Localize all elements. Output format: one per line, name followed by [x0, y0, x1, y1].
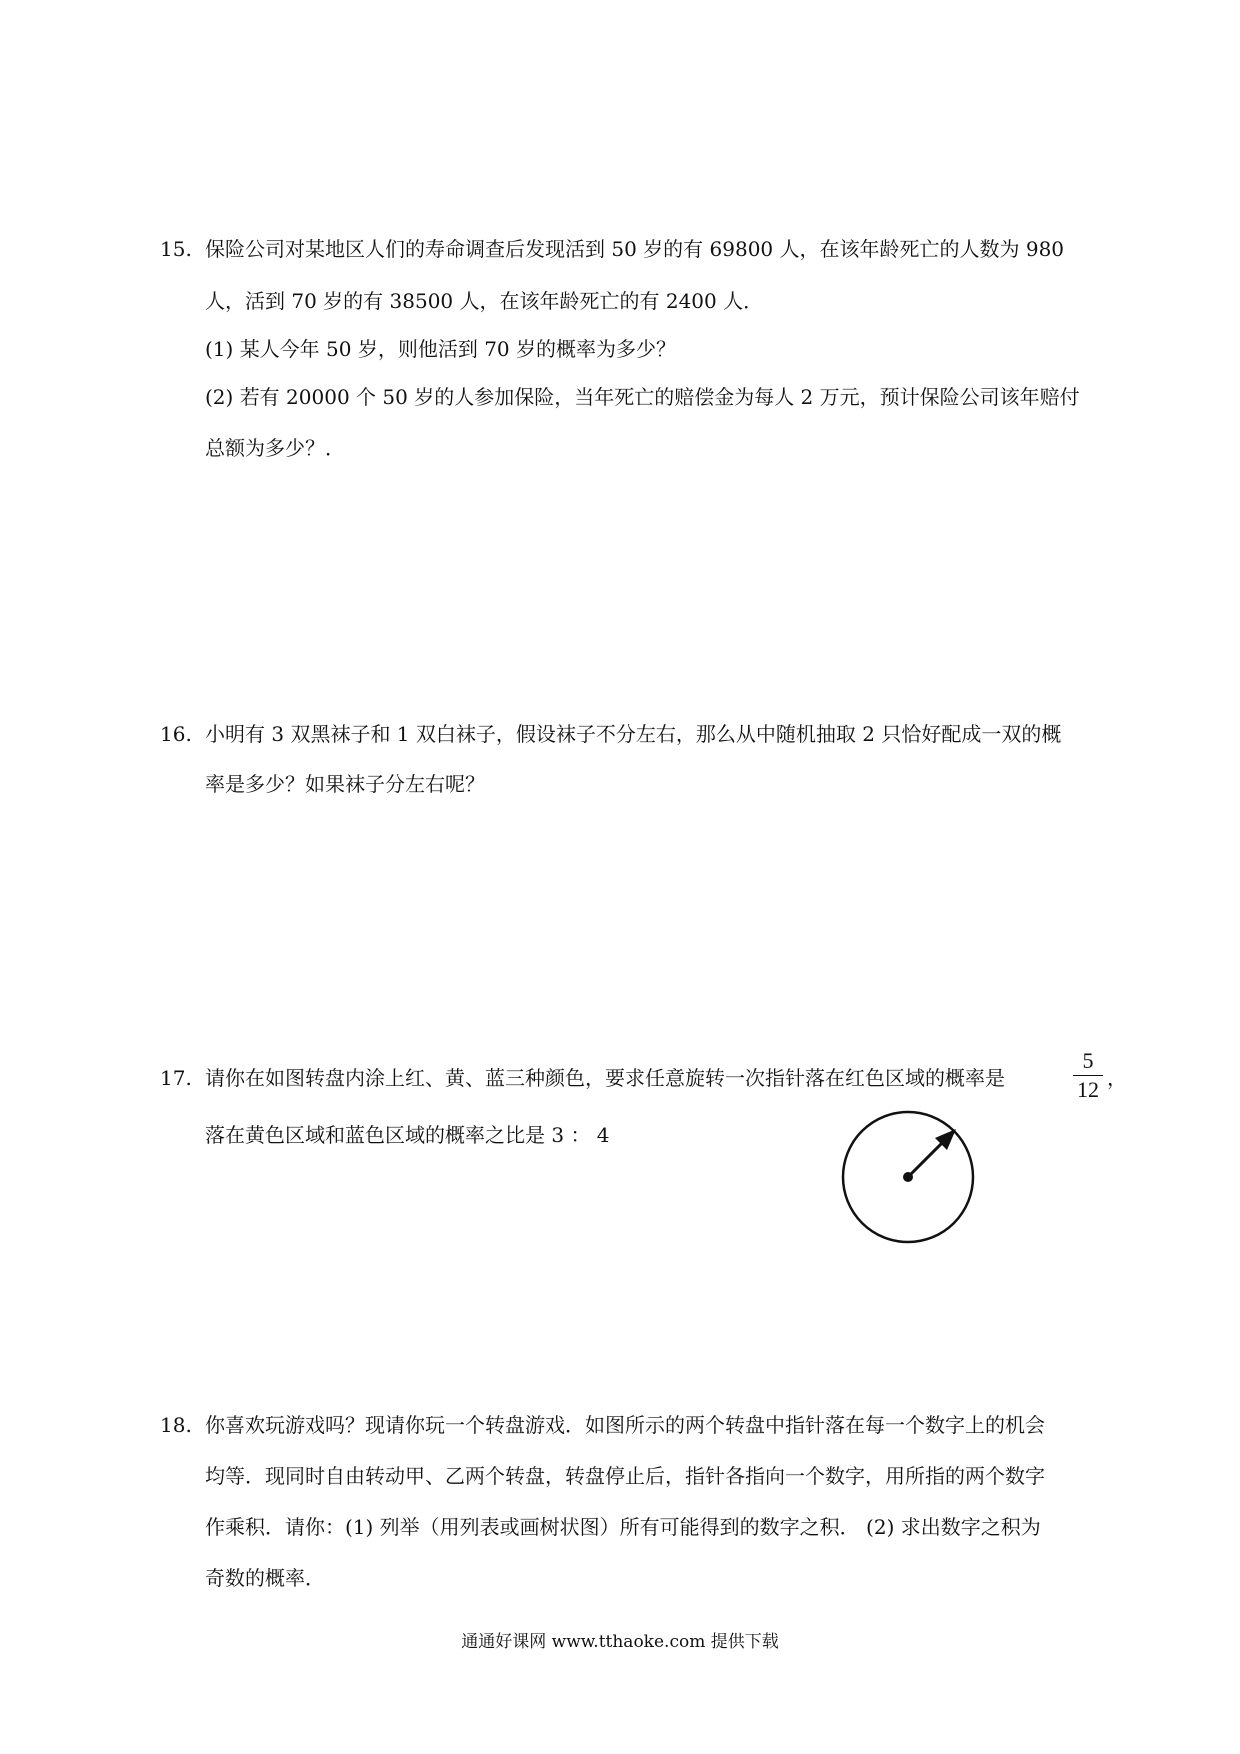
question-text-line: 人，活到 70 岁的有 38500 人，在该年龄死亡的有 2400 人． — [205, 289, 764, 313]
question-text-line: 均等．现同时自由转动甲、乙两个转盘，转盘停止后，指针各指向一个数字，用所指的两个数字 — [205, 1464, 1045, 1488]
question-number: 16. — [160, 722, 192, 746]
sub-question-1: (1) 某人今年 50 岁，则他活到 70 岁的概率为多少？ — [205, 337, 677, 361]
probability-fraction — [1071, 1048, 1105, 1103]
spinner-center-dot — [903, 1172, 913, 1182]
question-text-line: 你喜欢玩游戏吗？现请你玩一个转盘游戏．如图所示的两个转盘中指针落在每一个数字上的机会 — [205, 1413, 1045, 1437]
sub-question-2-line: (2) 若有 20000 个 50 岁的人参加保险，当年死亡的赔偿金为每人 2 万元，预计保险公司该年赔付 — [205, 385, 1080, 409]
question-text-line: 小明有 3 双黑袜子和 1 双白袜子，假设袜子不分左右，那么从中随机抽取 2 只恰好配成一双的概 — [205, 722, 1062, 746]
spinner-diagram — [834, 1103, 982, 1251]
question-text-line: 保险公司对某地区人们的寿命调查后发现活到 50 岁的有 69800 人，在该年龄死亡的人数为 980 — [205, 237, 1065, 261]
page-footer: 通通好课网 www.tthaoke.com 提供下载 — [461, 1632, 779, 1652]
fraction-denominator: 12 — [1077, 1077, 1099, 1102]
punctuation: ， — [1107, 1066, 1127, 1090]
question-text-line: 落在黄色区域和蓝色区域的概率之比是 3 ： 4 — [205, 1123, 610, 1147]
spinner-pointer — [908, 1140, 945, 1177]
question-number: 18. — [160, 1413, 192, 1437]
question-number: 15. — [160, 237, 192, 261]
question-text-line: 率是多少？如果袜子分左右呢？ — [205, 772, 485, 796]
fraction-bar — [1073, 1075, 1103, 1076]
question-text-line: 请你在如图转盘内涂上红、黄、蓝三种颜色，要求任意旋转一次指针落在红色区域的概率是 — [205, 1066, 1005, 1090]
sub-question-2-line: 总额为多少？． — [205, 436, 345, 460]
fraction-numerator: 5 — [1082, 1048, 1094, 1073]
question-number: 17. — [160, 1066, 192, 1090]
question-text-line: 奇数的概率． — [205, 1566, 325, 1590]
question-text-line: 作乘积．请你：(1) 列举（用列表或画树状图）所有可能得到的数字之积． (2) 求出数字之积为 — [205, 1515, 1041, 1539]
